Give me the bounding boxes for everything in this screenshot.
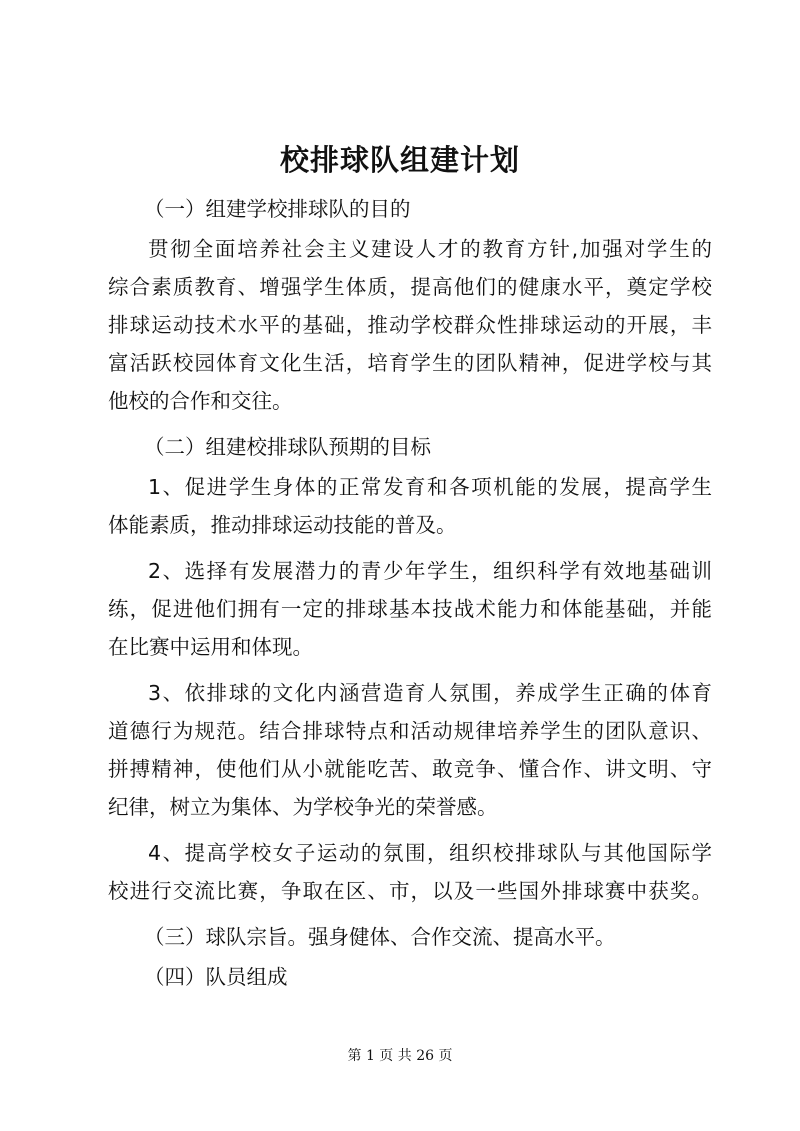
paragraph-line: 在比赛中运用和体现。 [108, 635, 313, 659]
paragraph-line: 1、促进学生身体的正常发育和各项机能的发展，提高学生 [148, 475, 712, 499]
paragraph-line: 综合素质教育、增强学生体质，提高他们的健康水平，奠定学校 [108, 275, 712, 299]
paragraph-line: 纪律，树立为集体、为学校争光的荣誉感。 [108, 795, 498, 819]
paragraph-line: 富活跃校园体育文化生活，培育学生的团队精神，促进学校与其 [108, 351, 712, 375]
paragraph-line: 体能素质，推动排球运动技能的普及。 [108, 513, 457, 537]
paragraph-line: 2、选择有发展潜力的青少年学生，组织科学有效地基础训 [148, 559, 712, 583]
paragraph-line: 贯彻全面培养社会主义建设人才的教育方针,加强对学生的 [148, 237, 712, 261]
paragraph-line: 练，促进他们拥有一定的排球基本技战术能力和体能基础，并能 [108, 597, 712, 621]
section-heading-1: （一）组建学校排球队的目的 [144, 197, 411, 221]
paragraph-line: 4、提高学校女子运动的氛围，组织校排球队与其他国际学 [148, 841, 712, 865]
paragraph-line: 他校的合作和交往。 [108, 389, 293, 413]
paragraph-line: 排球运动技术水平的基础，推动学校群众性排球运动的开展，丰 [108, 313, 712, 337]
page-footer: 第 1 页 共 26 页 [347, 1048, 453, 1064]
section-heading-4: （四）队员组成 [144, 965, 288, 989]
paragraph-line: 校进行交流比赛，争取在区、市，以及一些国外排球赛中获奖。 [108, 879, 712, 903]
section-heading-2: （二）组建校排球队预期的目标 [144, 435, 431, 459]
paragraph-line: 拼搏精神，使他们从小就能吃苦、敢竞争、懂合作、讲文明、守 [108, 757, 712, 781]
paragraph-line: 3、依排球的文化内涵营造育人氛围，养成学生正确的体育 [148, 681, 712, 705]
document-title: 校排球队组建计划 [279, 143, 520, 177]
paragraph-line: 道德行为规范。结合排球特点和活动规律培养学生的团队意识、 [108, 719, 712, 743]
section-heading-3: （三）球队宗旨。强身健体、合作交流、提高水平。 [144, 925, 616, 949]
